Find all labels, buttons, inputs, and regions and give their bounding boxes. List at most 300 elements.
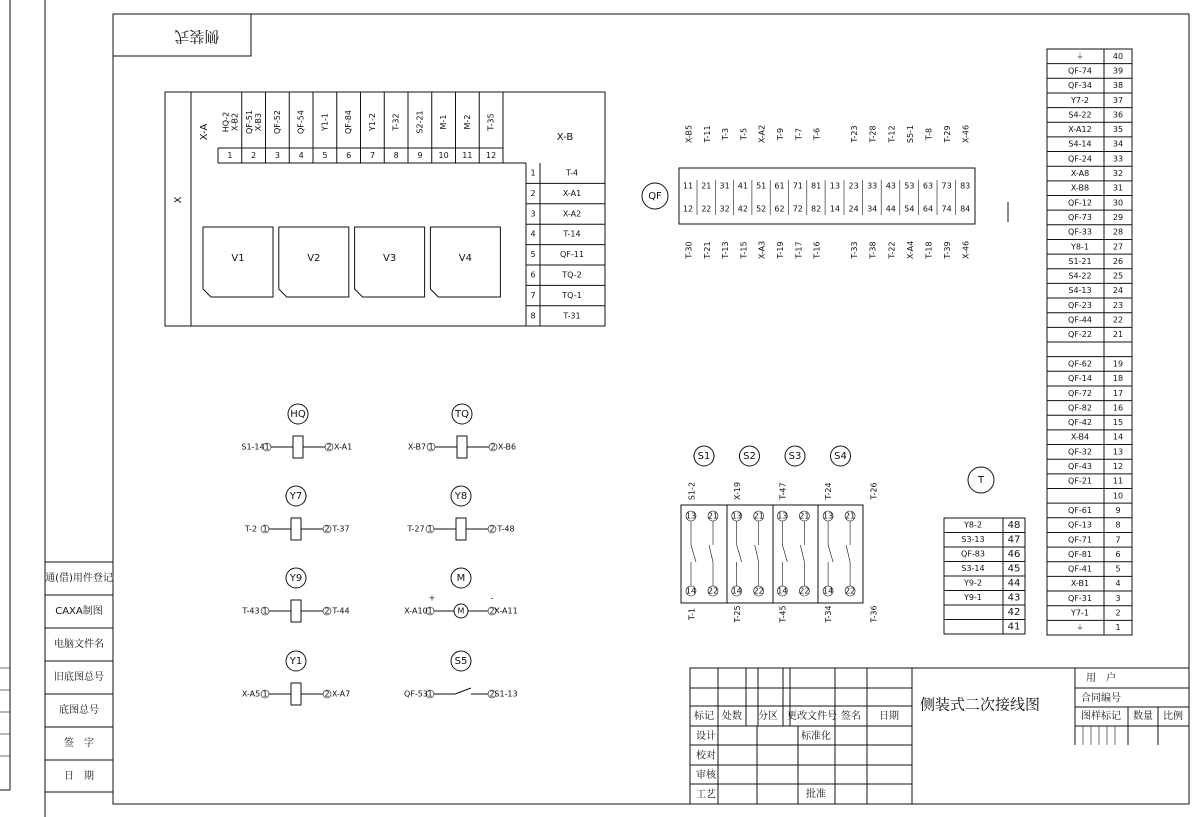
xa-terminal-number: 7 xyxy=(369,151,375,160)
switch-top-wire: S1-2 xyxy=(687,481,697,501)
qf-top-wire-label: T-6 xyxy=(812,127,822,141)
qf-top-wire-label: T-3 xyxy=(721,127,731,141)
coil-right-wire: T-37 xyxy=(332,524,350,534)
strip-wire-label: QF-24 xyxy=(1068,154,1092,164)
coil-name: M xyxy=(456,573,466,584)
coil-left-wire: T-43 xyxy=(242,606,260,616)
revision-header: 标记 xyxy=(694,711,714,722)
coil-body xyxy=(457,436,467,458)
qf-upper-contact: 33 xyxy=(867,181,878,191)
coil-pin-number: 1 xyxy=(262,689,268,699)
strip-wire-label: QF-72 xyxy=(1068,388,1092,398)
xa-wire-label: X-B3 xyxy=(254,112,264,132)
qf-top-wire-label: X-46 xyxy=(961,124,971,144)
xb-terminal-label: TQ-1 xyxy=(562,290,582,300)
qf-upper-contact: 83 xyxy=(960,181,971,191)
scale-label: 比例 xyxy=(1163,711,1183,722)
qf-top-wire-label: T-28 xyxy=(868,125,878,143)
qf-top-wire-label: T-12 xyxy=(887,125,897,143)
coil-right-wire: X-B6 xyxy=(497,442,517,452)
coil-pin-number: 1 xyxy=(262,606,268,616)
coil-pin-number: 2 xyxy=(324,524,330,534)
qf-lower-contact: 24 xyxy=(848,204,859,214)
qf-bottom-wire-label: T-38 xyxy=(868,241,878,259)
switch-contact-number: 14 xyxy=(777,586,788,596)
revision-header: 日期 xyxy=(879,711,899,722)
qf-top-wire-label: X-B5 xyxy=(684,124,694,144)
coil-pin-number: 1 xyxy=(262,524,268,534)
switch-contact-number: 14 xyxy=(685,586,697,596)
xa-terminal-number: 10 xyxy=(438,151,449,160)
qf-upper-contact: 53 xyxy=(904,181,915,191)
switch-name: S4 xyxy=(834,451,847,462)
strip-wire-label: X-B1 xyxy=(1070,579,1090,589)
t-block-number: 44 xyxy=(1007,578,1021,589)
sign-row-label: 审核 xyxy=(696,770,716,781)
t-terminal-block xyxy=(944,467,1025,634)
switch-name: S1 xyxy=(697,451,711,462)
strip-number: 23 xyxy=(1112,300,1124,310)
coil-name: Y9 xyxy=(289,573,303,584)
strip-wire-label: X-A8 xyxy=(1070,169,1090,179)
qf-upper-contact: 51 xyxy=(756,181,767,191)
strip-number: 22 xyxy=(1112,315,1124,325)
stamp-label: 电脑文件名 xyxy=(54,639,104,650)
xa-terminal-number: 8 xyxy=(393,151,399,160)
xb-terminal-number: 6 xyxy=(530,270,536,280)
quantity-label: 数量 xyxy=(1133,711,1153,722)
coil-pin-number: 2 xyxy=(489,689,495,699)
qf-upper-contact: 13 xyxy=(829,181,841,191)
coil-name: Y7 xyxy=(289,491,303,502)
stamp-label: 底图总号 xyxy=(59,705,99,716)
approval-label: 批准 xyxy=(806,789,826,800)
strip-wire-label: QF-82 xyxy=(1068,403,1092,413)
xa-wire-label: Y1-1 xyxy=(320,113,330,131)
strip-number: 28 xyxy=(1112,227,1124,237)
t-block-number: 43 xyxy=(1007,592,1021,604)
left-stamp-column xyxy=(45,562,113,792)
strip-number: 38 xyxy=(1112,81,1124,91)
coil-pin-number: 1 xyxy=(264,442,270,452)
t-block-wire: Y8-2 xyxy=(964,520,982,530)
strip-number: 6 xyxy=(1115,549,1121,559)
xa-wire-label: QF-52 xyxy=(272,110,282,134)
xa-terminal-number: 1 xyxy=(227,151,233,160)
strip-number: 24 xyxy=(1112,286,1124,296)
strip-wire-label: Y7-2 xyxy=(1071,95,1089,105)
xa-wire-label: QF-54 xyxy=(296,110,306,134)
voltmeter-label: V1 xyxy=(231,253,245,264)
coil-body xyxy=(456,518,466,540)
switch-top-wire: X-19 xyxy=(733,481,742,501)
sign-row-label: 工艺 xyxy=(696,789,716,801)
xa-terminal-number: 11 xyxy=(462,151,473,160)
qf-upper-contact: 41 xyxy=(737,181,748,191)
xa-wire-label: M-2 xyxy=(462,114,472,130)
coil-left-wire: X-A5 xyxy=(241,689,261,699)
strip-number: 39 xyxy=(1112,66,1124,76)
revision-header: 更改文件号 xyxy=(787,711,837,722)
voltmeter-label: V3 xyxy=(382,253,397,264)
figure-mark-label: 图样标记 xyxy=(1081,711,1121,722)
side-tab-label: 侧装式 xyxy=(174,27,220,46)
qf-upper-contact: 61 xyxy=(774,181,785,191)
qf-lower-contact: 34 xyxy=(867,204,878,214)
qf-bottom-wire-label: T-16 xyxy=(812,241,822,259)
qf-bottom-wire-label: T-13 xyxy=(721,241,731,259)
qf-bottom-wire-label: T-19 xyxy=(776,241,785,259)
qf-upper-contact: 73 xyxy=(941,181,952,191)
coil-pin-number: 1 xyxy=(427,606,433,616)
coil-body xyxy=(291,518,301,540)
coil-pin-number: 2 xyxy=(489,606,495,616)
xa-wire-label: M-1 xyxy=(439,114,449,130)
stamp-label: 签 字 xyxy=(64,738,94,749)
strip-wire-label: QF-43 xyxy=(1068,462,1092,472)
qf-bottom-wire-label: T-22 xyxy=(887,241,897,259)
strip-number: 11 xyxy=(1112,476,1124,486)
panel-xa-label: X-A xyxy=(199,123,210,141)
xa-wire-label: X-B2 xyxy=(230,112,240,132)
qf-upper-contact: 71 xyxy=(792,181,803,191)
switch-contact-number: 13 xyxy=(777,511,788,521)
t-block-number: 45 xyxy=(1007,563,1021,575)
coil-pin-number: 2 xyxy=(324,689,330,699)
qf-lower-contact: 72 xyxy=(792,204,803,214)
qf-upper-contact: 11 xyxy=(682,181,694,191)
t-block-wire: S3-13 xyxy=(961,535,985,544)
strip-number: 37 xyxy=(1112,95,1124,105)
coil-symbols xyxy=(241,404,517,705)
strip-wire-label: QF-62 xyxy=(1068,359,1092,369)
switch-contact-number: 21 xyxy=(753,511,764,521)
strip-wire-label: X-B8 xyxy=(1070,183,1090,193)
qf-bottom-wire-label: X-46 xyxy=(961,240,971,260)
qf-upper-contact: 43 xyxy=(885,181,896,191)
revision-header: 分区 xyxy=(758,711,778,722)
user-label: 用 户 xyxy=(1086,673,1116,684)
voltmeter-row xyxy=(203,227,500,297)
strip-number: 25 xyxy=(1112,271,1124,281)
qf-label: QF xyxy=(648,191,662,202)
qf-lower-contact: 42 xyxy=(737,204,748,214)
qf-bottom-wire-label: T-33 xyxy=(850,241,860,259)
xa-terminal-block xyxy=(221,92,496,163)
coil-body xyxy=(293,436,303,458)
strip-number: 35 xyxy=(1112,125,1124,135)
xa-wire-label: HQ-2 xyxy=(221,111,231,133)
coil-right-wire: T-44 xyxy=(332,606,350,616)
coil-right-wire: X-A1 xyxy=(333,442,353,452)
strip-wire-label: QF-14 xyxy=(1068,374,1092,384)
coil-right-wire: S1-13 xyxy=(494,689,518,699)
strip-wire-label: S4-14 xyxy=(1068,139,1092,149)
strip-wire-label: ⏚ xyxy=(1076,51,1084,61)
coil-pin-number: 1 xyxy=(427,689,433,699)
strip-wire-label: QF-21 xyxy=(1068,476,1092,486)
qf-lower-contact: 22 xyxy=(701,204,712,214)
strip-number: 31 xyxy=(1112,183,1124,193)
stamp-label: 旧底图总号 xyxy=(54,672,104,683)
xb-terminal-label: T-14 xyxy=(563,229,581,239)
strip-number: 5 xyxy=(1115,564,1121,574)
strip-wire-label: QF-32 xyxy=(1068,447,1092,457)
strip-wire-label: QF-12 xyxy=(1068,198,1092,208)
coil-left-wire: X-A10 xyxy=(404,606,428,616)
strip-wire-label: S4-22 xyxy=(1068,110,1092,120)
xb-terminal-number: 4 xyxy=(530,229,536,239)
strip-wire-label: Y8-1 xyxy=(1071,242,1089,252)
strip-number: 21 xyxy=(1112,330,1124,340)
t-block-number: 47 xyxy=(1007,534,1021,546)
qf-upper-contact: 81 xyxy=(811,181,822,191)
switch-contact-number: 22 xyxy=(753,586,764,596)
coil-right-wire: T-48 xyxy=(497,524,515,534)
strip-wire-label: S1-21 xyxy=(1068,256,1092,266)
qf-upper-contact: 31 xyxy=(719,181,730,191)
switch-contact-number: 22 xyxy=(799,586,810,596)
switch-bottom-wire: T-36 xyxy=(869,605,879,623)
switch-contact-number: 14 xyxy=(823,586,834,596)
strip-number: 40 xyxy=(1112,51,1124,61)
strip-number: 9 xyxy=(1115,505,1121,515)
motor-label: M xyxy=(457,606,465,616)
switch-bottom-wire: T-25 xyxy=(733,605,742,623)
qf-bottom-wire-label: T-21 xyxy=(702,241,712,259)
strip-wire-label: QF-22 xyxy=(1068,330,1092,340)
strip-wire-label: QF-44 xyxy=(1068,315,1092,325)
auxiliary-switches xyxy=(681,446,879,624)
qf-lower-contact: 14 xyxy=(829,204,841,214)
panel-x-label: X xyxy=(173,196,184,204)
coil-body xyxy=(291,600,301,622)
strip-wire-label: QF-74 xyxy=(1068,66,1092,76)
switch-contact-number: 21 xyxy=(845,511,856,521)
switch-bottom-wire: T-34 xyxy=(824,605,833,623)
strip-wire-label: X-A12 xyxy=(1068,125,1092,135)
switch-contact-number: 21 xyxy=(799,511,810,521)
strip-number: 7 xyxy=(1115,535,1121,545)
qf-lower-contact: 74 xyxy=(941,204,952,214)
xb-terminal-label: QF-11 xyxy=(560,250,584,260)
strip-number: 14 xyxy=(1112,432,1124,442)
qf-lower-contact: 62 xyxy=(774,204,785,214)
strip-number: 3 xyxy=(1115,593,1121,603)
strip-number: 13 xyxy=(1112,447,1124,457)
qf-bottom-wire-label: X-A4 xyxy=(905,240,915,260)
qf-top-wire-label: S5-1 xyxy=(905,124,915,144)
qf-top-wire-label: T-23 xyxy=(850,125,860,143)
coil-right-wire: X-A11 xyxy=(494,606,518,616)
strip-number: 12 xyxy=(1112,462,1124,472)
t-block-wire: Y9-2 xyxy=(964,578,982,588)
qf-lower-contact: 44 xyxy=(885,204,896,214)
strip-number: 33 xyxy=(1112,154,1124,164)
coil-pin-number: 2 xyxy=(490,442,496,452)
switch-name: S3 xyxy=(788,451,802,462)
sign-row-label: 设计 xyxy=(696,731,716,742)
t-block-number: 41 xyxy=(1007,621,1021,633)
switch-name: S2 xyxy=(743,451,756,462)
qf-lower-contact: 64 xyxy=(922,204,934,214)
coil-pin-number: 2 xyxy=(326,442,332,452)
voltmeter-label: V4 xyxy=(458,253,473,264)
coil-name: TQ xyxy=(455,409,469,420)
terminal-panel xyxy=(165,92,605,326)
side-tab xyxy=(113,14,251,56)
xb-terminal-label: T-4 xyxy=(565,168,579,178)
switch-top-wire: T-47 xyxy=(778,482,788,500)
coil-name: Y1 xyxy=(289,656,303,667)
stamp-label: 通(借)用件登记 xyxy=(45,573,113,584)
xa-terminal-number: 4 xyxy=(298,151,304,160)
xb-terminal-label: X-A2 xyxy=(562,209,582,219)
qf-bottom-wire-label: T-18 xyxy=(924,241,934,259)
coil-left-wire: T-27 xyxy=(407,524,425,534)
coil-right-wire: X-A7 xyxy=(331,689,351,699)
coil-left-wire: X-B7 xyxy=(407,442,427,452)
t-block-wire: S3-14 xyxy=(961,564,985,573)
xa-wire-label: S2-21 xyxy=(415,110,425,134)
qf-top-wire-label: T-9 xyxy=(776,127,785,141)
xa-terminal-number: 12 xyxy=(486,151,497,160)
drawing-title: 侧装式二次接线图 xyxy=(919,695,1041,714)
strip-number: 32 xyxy=(1112,169,1124,179)
switch-top-wire: T-24 xyxy=(824,482,833,500)
strip-wire-label: QF-33 xyxy=(1068,227,1092,237)
xa-wire-label: T-35 xyxy=(486,113,496,131)
xb-terminal-number: 8 xyxy=(530,311,536,321)
coil-pin-number: 2 xyxy=(324,606,330,616)
coil-left-wire: T-2 xyxy=(244,524,258,534)
sign-row-label: 校对 xyxy=(696,750,716,762)
motor-minus: - xyxy=(490,593,494,603)
t-block-number: 46 xyxy=(1007,549,1021,560)
xa-wire-label: QF-51 xyxy=(245,110,255,134)
strip-number: 15 xyxy=(1112,418,1124,428)
switch-contact-number: 13 xyxy=(823,511,834,521)
switch-top-wire: T-26 xyxy=(869,482,879,500)
switch-contact-number: 13 xyxy=(731,511,742,521)
xb-terminal-number: 2 xyxy=(530,188,536,198)
xa-wire-label: T-32 xyxy=(391,113,401,131)
qf-upper-contact: 63 xyxy=(922,181,934,191)
qf-top-wire-label: T-8 xyxy=(924,127,934,141)
strip-wire-label: QF-34 xyxy=(1068,81,1092,91)
xa-terminal-number: 2 xyxy=(251,151,257,160)
switch-contact-number: 13 xyxy=(685,511,697,521)
xa-terminal-number: 9 xyxy=(417,151,423,160)
switch-bottom-wire: T-45 xyxy=(778,605,788,623)
strip-wire-label: QF-73 xyxy=(1068,212,1092,222)
strip-number: 4 xyxy=(1115,579,1121,589)
strip-number: 27 xyxy=(1112,242,1124,252)
coil-body xyxy=(291,683,301,705)
strip-number: 34 xyxy=(1112,139,1124,149)
coil-pin-number: 1 xyxy=(428,442,434,452)
standardization-label: 标准化 xyxy=(801,731,831,742)
coil-left-wire: QF-53 xyxy=(404,689,428,699)
qf-upper-contact: 23 xyxy=(848,181,859,191)
xb-terminal-label: TQ-2 xyxy=(562,270,582,280)
switch-contact-number: 22 xyxy=(707,586,719,596)
xa-terminal-number: 6 xyxy=(346,151,352,160)
strip-number: 36 xyxy=(1112,110,1124,120)
switch-contact-number: 14 xyxy=(731,586,742,596)
switch-contact-number: 21 xyxy=(707,511,719,521)
t-block-number: 42 xyxy=(1007,607,1021,618)
t-block-wire: QF-83 xyxy=(961,549,985,559)
xa-terminal-number: 5 xyxy=(322,151,328,160)
qf-bottom-wire-label: T-39 xyxy=(943,241,953,259)
xa-wire-label: QF-84 xyxy=(344,110,354,134)
revision-header: 签名 xyxy=(841,711,861,722)
strip-number: 18 xyxy=(1112,374,1124,384)
switch-bottom-wire: T-1 xyxy=(687,607,697,621)
xb-terminal-number: 1 xyxy=(530,168,536,178)
xb-terminal-label: T-31 xyxy=(563,311,581,321)
qf-lower-contact: 54 xyxy=(904,204,915,214)
voltmeter-label: V2 xyxy=(307,253,321,264)
strip-wire-label: S4-22 xyxy=(1068,271,1092,281)
strip-wire-label: QF-71 xyxy=(1068,535,1092,545)
strip-wire-label: QF-23 xyxy=(1068,300,1092,310)
qf-top-wire-label: T-29 xyxy=(943,125,953,143)
strip-wire-label: Y7-1 xyxy=(1071,608,1089,618)
qf-lower-contact: 82 xyxy=(811,204,822,214)
strip-wire-label: QF-13 xyxy=(1068,520,1092,530)
xb-terminal-label: X-A1 xyxy=(562,188,582,198)
qf-upper-contact: 21 xyxy=(701,181,712,191)
qf-body xyxy=(679,168,975,224)
right-terminal-strip xyxy=(1047,49,1132,635)
title-block xyxy=(690,668,1189,804)
coil-name: S5 xyxy=(454,656,468,667)
xb-terminal-number: 7 xyxy=(530,290,536,300)
qf-top-wire-label: T-5 xyxy=(739,127,749,141)
coil-name: Y8 xyxy=(454,491,468,502)
strip-wire-label: QF-42 xyxy=(1068,418,1092,428)
strip-wire-label: QF-61 xyxy=(1068,505,1092,515)
strip-wire-label: QF-81 xyxy=(1068,549,1092,559)
t-block-wire: Y9-1 xyxy=(964,593,982,602)
strip-wire-label: X-B4 xyxy=(1070,432,1090,442)
stamp-label: 日 期 xyxy=(64,771,94,782)
switch-contact-number: 22 xyxy=(845,586,856,596)
strip-wire-label: ⏚ xyxy=(1076,623,1084,633)
panel-xb-label: X-B xyxy=(556,132,574,143)
strip-number: 26 xyxy=(1112,256,1124,266)
qf-bottom-wire-label: T-15 xyxy=(739,241,749,259)
revision-header: 处数 xyxy=(722,711,742,722)
xb-terminal-number: 3 xyxy=(530,209,536,219)
stamp-label: CAXA制图 xyxy=(55,606,103,617)
xb-terminal-block xyxy=(526,163,605,326)
t-block-number: 48 xyxy=(1007,520,1021,531)
strip-wire-label: S4-13 xyxy=(1068,286,1092,296)
strip-wire-label: QF-31 xyxy=(1068,593,1092,603)
strip-number: 10 xyxy=(1112,491,1124,501)
t-block-label: T xyxy=(977,475,985,486)
coil-pin-number: 1 xyxy=(427,524,433,534)
qf-lower-contact: 12 xyxy=(682,204,694,214)
strip-number: 16 xyxy=(1112,403,1124,413)
qf-lower-contact: 52 xyxy=(756,204,767,214)
strip-number: 29 xyxy=(1112,212,1124,222)
coil-name: HQ xyxy=(290,409,306,420)
contract-label: 合同编号 xyxy=(1081,693,1121,704)
